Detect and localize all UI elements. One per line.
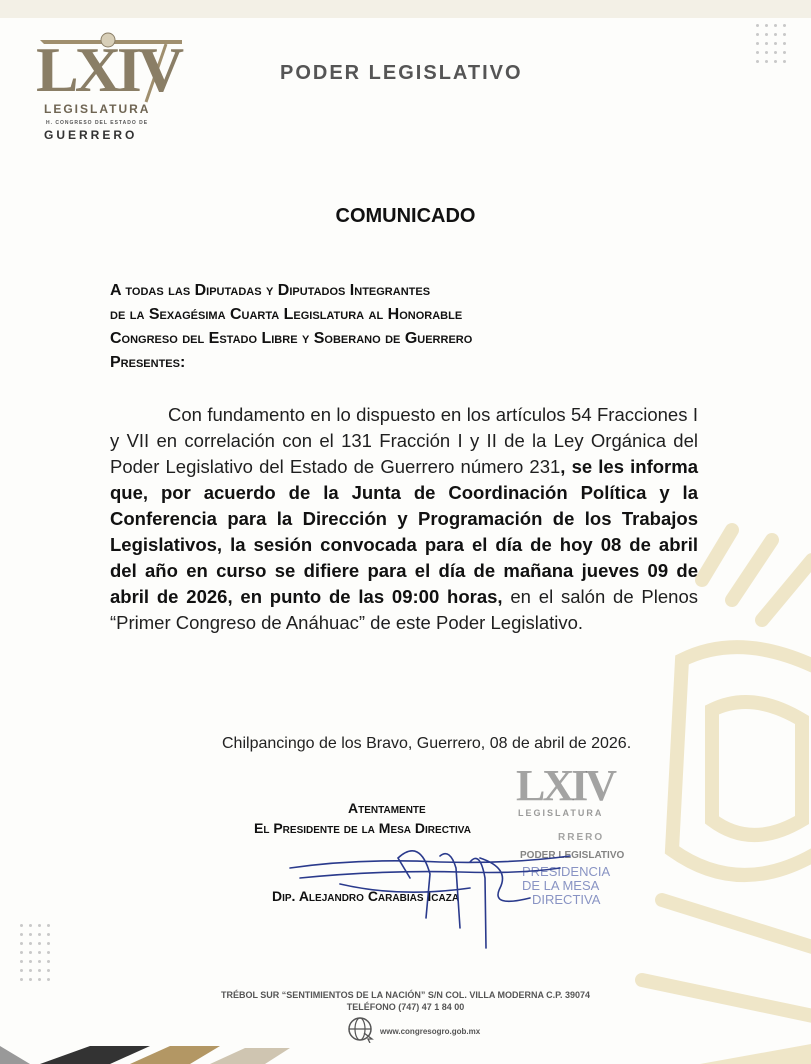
body-paragraph [110, 402, 698, 636]
logo-numeral: LXIV [36, 34, 181, 105]
decor-dot [783, 24, 786, 27]
stamp-legislatura: LEGISLATURA [518, 808, 604, 818]
decor-dot [765, 24, 768, 27]
logo-legislatura: LEGISLATURA [44, 102, 151, 116]
decor-dot [20, 942, 23, 945]
decor-dot [20, 933, 23, 936]
decor-dot [774, 42, 777, 45]
decor-dot [47, 942, 50, 945]
signer-position: El Presidente de la Mesa Directiva [254, 820, 471, 836]
decor-dot [38, 933, 41, 936]
decor-dot [783, 60, 786, 63]
dot-pattern-top-right [756, 24, 786, 63]
website-url: www.congresogro.gob.mx [380, 1027, 481, 1036]
addressee-line: Congreso del Estado Libre y Soberano de Guerrero [110, 330, 473, 347]
decor-dot [29, 978, 32, 981]
decor-dot [47, 960, 50, 963]
decor-dot [38, 978, 41, 981]
legislature-logo [36, 32, 186, 142]
decor-dot [774, 24, 777, 27]
decor-dot [38, 969, 41, 972]
decor-dot [20, 924, 23, 927]
addressee-line: A todas las Diputadas y Diputados Integrantes [110, 282, 431, 299]
decor-dot [47, 978, 50, 981]
header-title: PODER LEGISLATIVO [280, 62, 523, 84]
decor-dot [29, 924, 32, 927]
decor-dot [756, 60, 759, 63]
body-bold: , se les informa que, por acuerdo de la Junta de Coordinación Política y la Conferencia para la Dirección y Programación de los Trabajos Legislativos, la sesión convocada para el día de hoy 08 de abril del año en curso se difiere para el día de mañana jueves 09 de abril de 2026, en punto de las 09:00 horas, [110, 456, 698, 607]
decor-dot [774, 60, 777, 63]
decor-dot [29, 960, 32, 963]
place-date: Chilpancingo de los Bravo, Guerrero, 08 de abril de 2026. [222, 735, 632, 752]
closing: Atentamente [348, 800, 426, 816]
decor-dot [29, 933, 32, 936]
decor-dot [47, 969, 50, 972]
decor-dot [756, 51, 759, 54]
decor-dot [765, 33, 768, 36]
decor-dot [38, 942, 41, 945]
stamp-poder: PODER LEGISLATIVO [520, 850, 625, 861]
stamp-line-3: DIRECTIVA [532, 892, 601, 907]
decor-dot [38, 924, 41, 927]
decor-dot [774, 33, 777, 36]
handwritten-signature-icon [280, 838, 580, 950]
bottom-corner-decoration-icon [0, 1036, 811, 1064]
body-end: en el salón de Plenos “Primer Congreso de Anáhuac” de este Poder Legislativo. [110, 586, 699, 633]
decor-dot [756, 42, 759, 45]
decor-dot [765, 51, 768, 54]
logo-subtitle: H. CONGRESO DEL ESTADO DE [46, 120, 149, 126]
decor-dot [38, 960, 41, 963]
decor-dot [29, 942, 32, 945]
decor-dot [47, 951, 50, 954]
decor-dot [20, 978, 23, 981]
logo-state: GUERRERO [44, 128, 138, 142]
footer-address: TRÉBOL SUR “SENTIMIENTOS DE LA NACIÓN” S/N COL. VILLA MODERNA C.P. 39074 [220, 990, 591, 1000]
decor-dot [29, 951, 32, 954]
decor-dot [783, 42, 786, 45]
top-band [0, 0, 811, 18]
stamp-state: RRERO [558, 832, 605, 843]
dot-pattern-bottom-left [20, 924, 50, 981]
decor-dot [765, 42, 768, 45]
body-intro: Con fundamento en lo dispuesto en los artículos 54 Fracciones I y VII en correlación con el 131 Fracción I y II de la Ley Orgánica del Poder Legislativo del Estado de Guerrero número 231 [110, 404, 698, 477]
addressee-line: Presentes: [110, 354, 186, 371]
decor-dot [20, 960, 23, 963]
stamp-line-1: PRESIDENCIA [522, 864, 611, 879]
stamp-line-2: DE LA MESA [522, 878, 600, 893]
decor-dot [38, 951, 41, 954]
decor-dot [20, 969, 23, 972]
signer-name: Dip. Alejandro Carabias Icaza [272, 888, 460, 904]
decor-dot [47, 933, 50, 936]
decor-dot [20, 951, 23, 954]
decor-dot [783, 33, 786, 36]
stamp-numeral: LXIV [516, 761, 615, 810]
decor-dot [29, 969, 32, 972]
decor-dot [756, 24, 759, 27]
addressee-line: de la Sexagésima Cuarta Legislatura al Honorable [110, 306, 463, 323]
decor-dot [783, 51, 786, 54]
decor-dot [756, 33, 759, 36]
decor-dot [765, 60, 768, 63]
addressee-block [110, 279, 472, 375]
decor-dot [47, 924, 50, 927]
footer-phone: TELÉFONO (747) 47 1 84 00 [346, 1002, 465, 1012]
document-title: COMUNICADO [335, 205, 476, 227]
decor-dot [774, 51, 777, 54]
